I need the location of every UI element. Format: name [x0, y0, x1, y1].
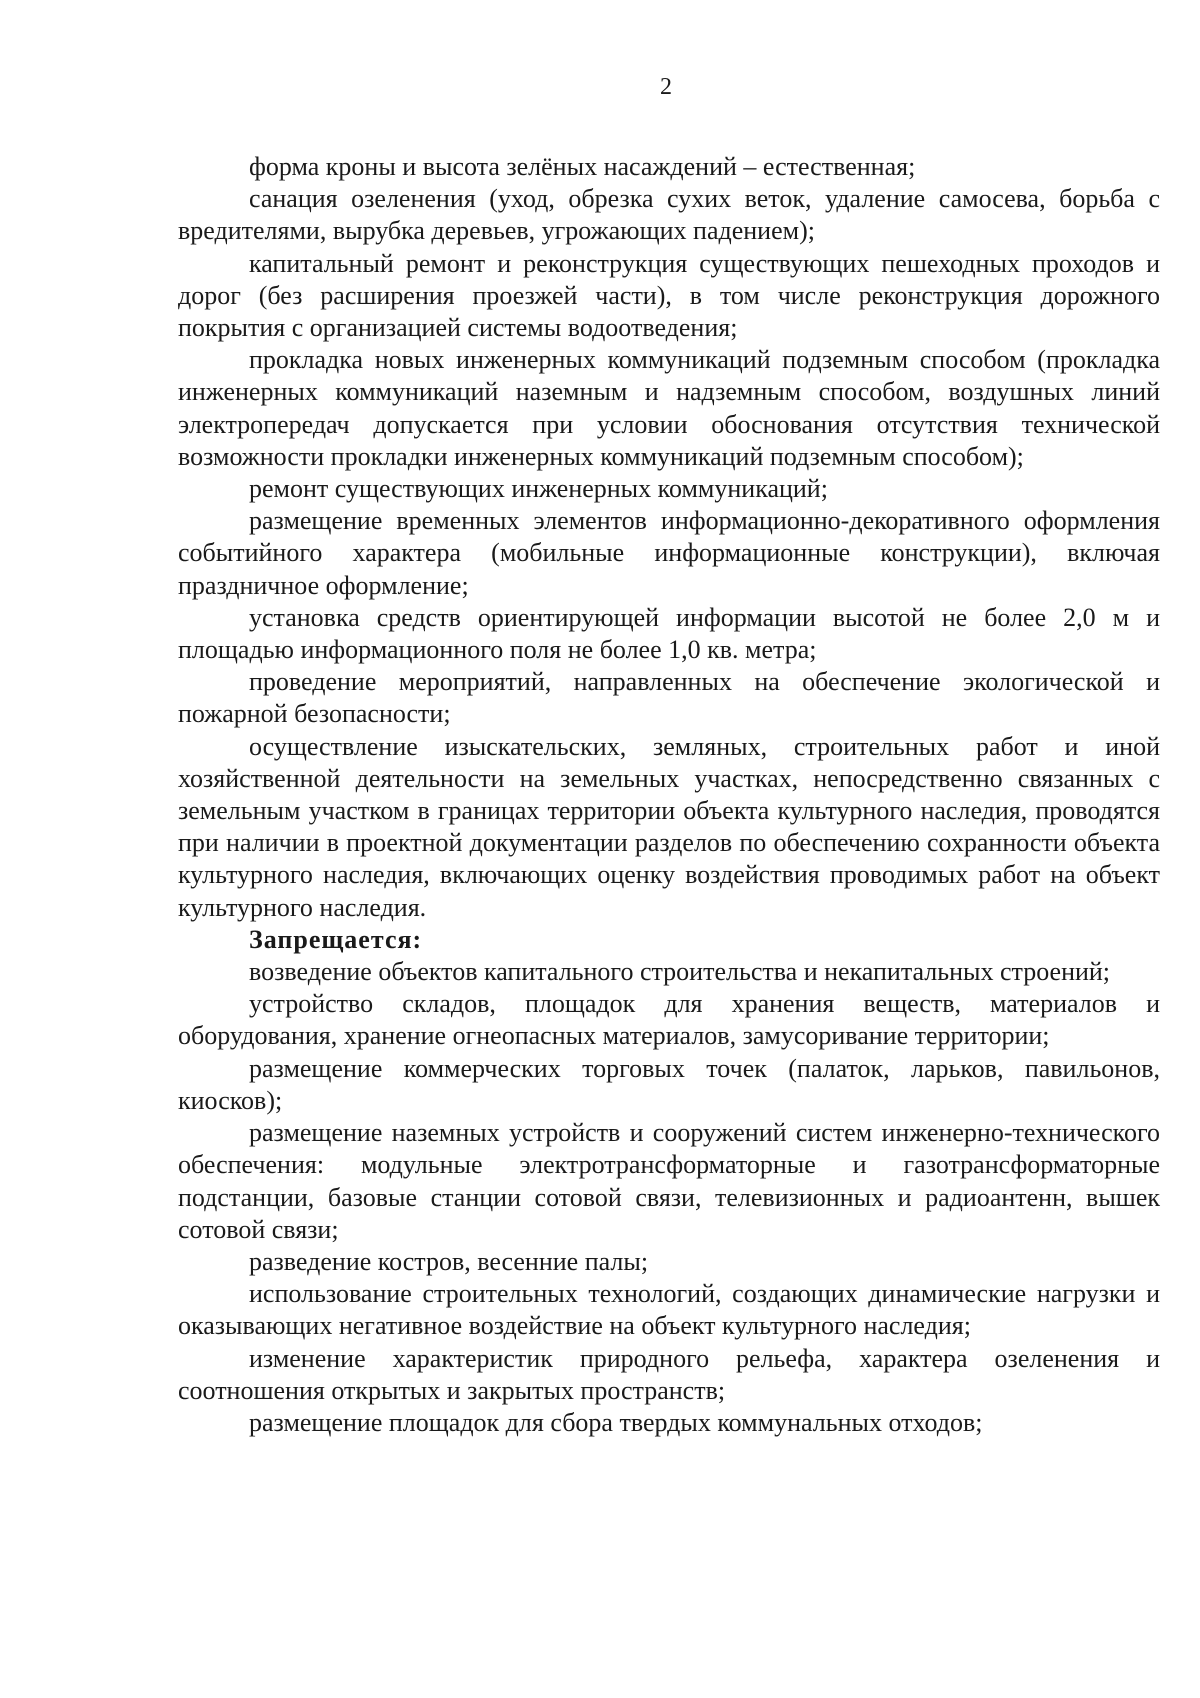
prohibited-item-6: использование строительных технологий, создающих динамические нагрузки и оказывающих негативное воздействие на объект культурного наследия; [178, 1279, 1160, 1341]
prohibited-item-3: размещение коммерческих торговых точек (палаток, ларьков, павильонов, киосков); [178, 1053, 1160, 1115]
allowed-item-2: санация озеленения (уход, обрезка сухих веток, удаление самосева, борьба с вредителями, вырубка деревьев, угрожающих падением); [178, 184, 1160, 246]
prohibited-item-4: размещение наземных устройств и сооружений систем инженерно-технического обеспечения: модульные электротрансформаторные и газотрансформаторные подстанции, базовые станции сотовой связи, телевизионных и радиоантенн, вышек сотовой связи; [178, 1118, 1160, 1244]
prohibited-item-5: разведение костров, весенние палы; [249, 1246, 649, 1276]
allowed-item-8: проведение мероприятий, направленных на обеспечение экологической и пожарной безопасности; [178, 667, 1160, 729]
allowed-item-1: форма кроны и высота зелёных насаждений – естественная; [249, 152, 916, 181]
allowed-item-6: размещение временных элементов информационно-декоративного оформления событийного характера (мобильные информационные конструкции), включая праздничное оформление; [178, 506, 1160, 600]
allowed-item-5: ремонт существующих инженерных коммуникаций; [249, 474, 828, 504]
allowed-item-4: прокладка новых инженерных коммуникаций подземным способом (прокладка инженерных коммуникаций наземным и надземным способом, воздушных линий электропередач допускается при условии обоснования отсутствия технической возможности прокладки инженерных коммуникаций подземным способом); [178, 345, 1160, 471]
allowed-item-9: осуществление изыскательских, земляных, строительных работ и иной хозяйственной деятельности на земельных участках, непосредственно связанных с земельным участком в границах территории объекта культурного наследия, проводятся при наличии в проектной документации разделов по обеспечению сохранности объекта культурного наследия, включающих оценку воздействия проводимых работ на объект культурного наследия. [178, 731, 1160, 922]
prohibited-item-8: размещение площадок для сбора твердых коммунальных отходов; [249, 1407, 983, 1437]
document-body [178, 151, 1160, 1439]
prohibited-item-7: изменение характеристик природного рельефа, характера озеленения и соотношения открытых и закрытых пространств; [178, 1343, 1160, 1405]
page-number: 2 [660, 74, 672, 100]
prohibited-heading: Запрещается: [249, 924, 423, 954]
prohibited-item-1: возведение объектов капитального строительства и некапитальных строений; [249, 957, 1111, 987]
prohibited-item-2: устройство складов, площадок для хранения веществ, материалов и оборудования, хранение огнеопасных материалов, замусоривание территории; [178, 989, 1160, 1051]
allowed-item-7: установка средств ориентирующей информации высотой не более 2,0 м и площадью информационного поля не более 1,0 кв. метра; [178, 602, 1160, 665]
allowed-item-3: капитальный ремонт и реконструкция существующих пешеходных проходов и дорог (без расширения проезжей части), в том числе реконструкция дорожного покрытия с организацией системы водоотведения; [178, 248, 1160, 343]
